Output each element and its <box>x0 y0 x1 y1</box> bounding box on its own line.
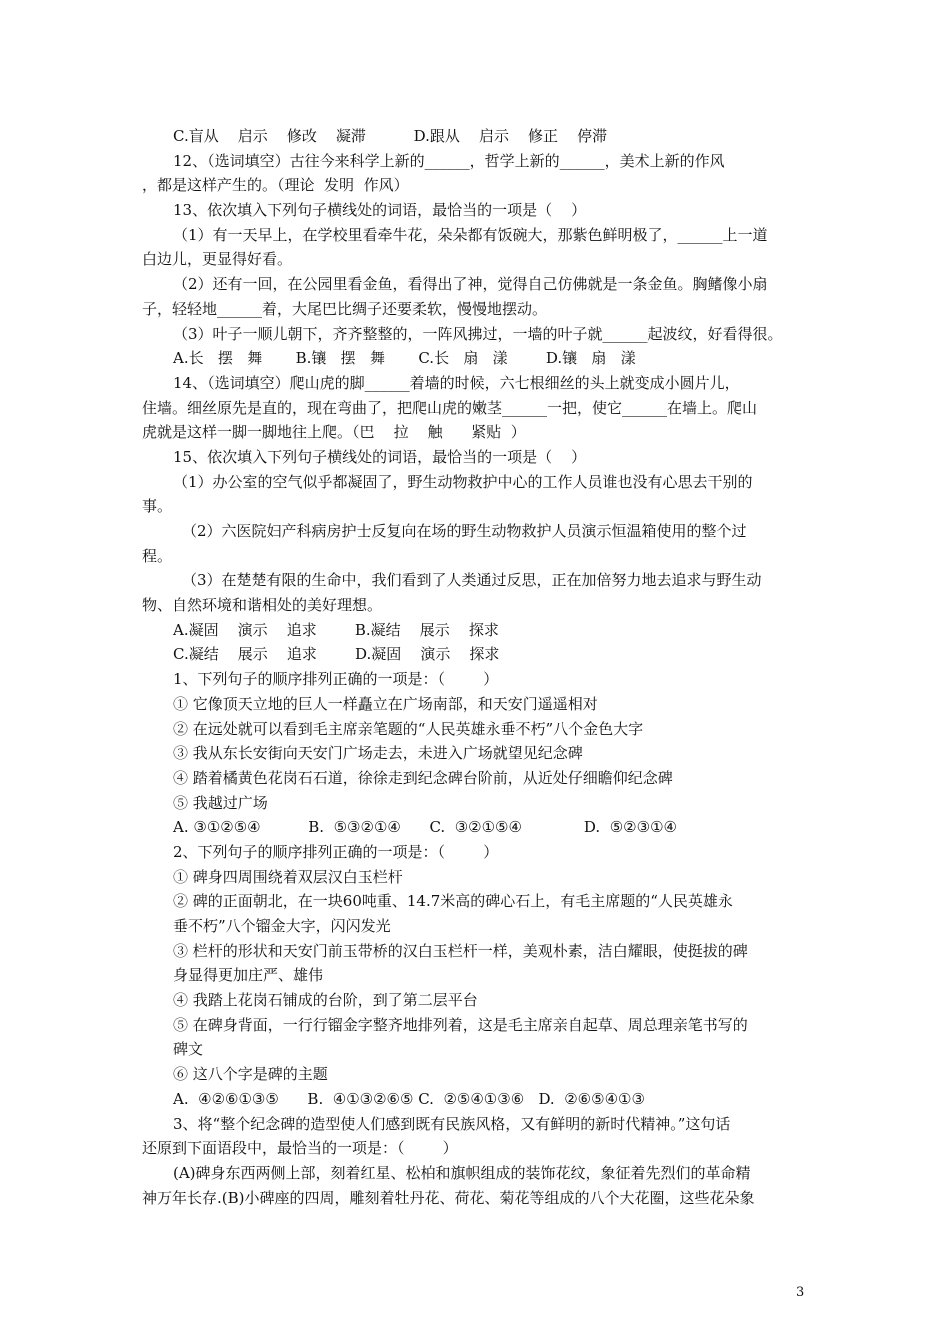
text-line: 神万年长存.(B)小碑座的四周，雕刻着牡丹花、荷花、菊花等组成的八个大花圈，这些花朵象 <box>142 1188 755 1207</box>
text-line: 12、（选词填空）古往今来科学上新的______，哲学上新的______，美术上新的作风 <box>173 151 725 170</box>
text-line: 身显得更加庄严、雄伟 <box>173 966 324 985</box>
text-line: （3）叶子一顺儿朝下，齐齐整整的，一阵风拂过，一墙的叶子就______起波纹，好看得很。 <box>173 324 783 343</box>
text-line: 13、依次填入下列句子横线处的词语，最恰当的一项是（ ） <box>173 201 587 220</box>
page-number: 3 <box>796 1285 805 1300</box>
text-line: （2）还有一回，在公园里看金鱼，看得出了神，觉得自己仿佛就是一条金鱼。胸鳍像小扇 <box>173 275 768 294</box>
text-line: 物、自然环境和谐相处的美好理想。 <box>142 596 383 615</box>
text-line: 虎就是这样一脚一脚地往上爬。（巴 拉 触 紧贴 ） <box>142 423 526 442</box>
text-line: 垂不朽”八个镏金大字，闪闪发光 <box>173 917 391 935</box>
text-line: ② 在远处就可以看到毛主席亲笔题的“人民英雄永垂不朽”八个金色大字 <box>173 719 644 738</box>
text-line: ⑤ 在碑身背面，一行行镏金字整齐地排列着，这是毛主席亲自起草、周总理亲笔书写的 <box>173 1015 748 1034</box>
text-line: 2、下列句子的顺序排列正确的一项是：（ ） <box>173 842 499 861</box>
text-line: ③ 我从东长安街向天安门广场走去，未进入广场就望见纪念碑 <box>173 744 583 763</box>
text-line: ④ 我踏上花岗石铺成的台阶，到了第二层平台 <box>173 991 478 1010</box>
text-line: ，都是这样产生的。（理论 发明 作风） <box>142 176 409 195</box>
text-line: 1、下列句子的顺序排列正确的一项是：（ ） <box>173 670 499 689</box>
text-line: A.长 摆 舞 B.镶 摆 舞 C.长 扇 漾 D.镶 扇 漾 <box>173 349 636 368</box>
text-line: A.凝固 演示 追求 B.凝结 展示 探求 <box>173 620 499 639</box>
text-line: ③ 栏杆的形状和天安门前玉带桥的汉白玉栏杆一样，美观朴素，洁白耀眼，使挺拔的碑 <box>173 941 748 960</box>
text-line: 程。 <box>142 546 173 565</box>
text-line: 子，轻轻地______着，大尾巴比绸子还要柔软，慢慢地摆动。 <box>142 299 548 318</box>
document-body <box>142 124 810 1210</box>
text-line: C.凝结 展示 追求 D.凝固 演示 探求 <box>173 645 500 664</box>
text-line: ② 碑的正面朝北，在一块60吨重、14.7米高的碑心石上，有毛主席题的“人民英雄永 <box>173 892 733 911</box>
text-line: 15、依次填入下列句子横线处的词语，最恰当的一项是（ ） <box>173 447 587 466</box>
text-line: 14、（选词填空）爬山虎的脚______着墙的时候，六七根细丝的头上就变成小圆片儿， <box>173 373 740 392</box>
text-line: 事。 <box>142 497 173 516</box>
text-line: 住墙。细丝原先是直的，现在弯曲了，把爬山虎的嫩茎______一把，使它______在墙上。爬山 <box>142 398 758 417</box>
text-line: A. ④②⑥①③⑤ B. ④①③②⑥⑤ C. ②⑤④①③⑥ D. ②⑥⑤④①③ <box>173 1089 645 1108</box>
text-line: ① 碑身四周围绕着双层汉白玉栏杆 <box>173 867 403 886</box>
text-line: C.盲从 启示 修改 凝滞 D.跟从 启示 修正 停滞 <box>173 127 608 145</box>
text-line: 白边儿，更显得好看。 <box>142 250 293 269</box>
text-line: ⑥ 这八个字是碑的主题 <box>173 1065 328 1084</box>
text-line: 碑文 <box>173 1040 204 1059</box>
text-line: A. ③①②⑤④ B. ⑤③②①④ C. ③②①⑤④ D. ⑤②③①④ <box>173 818 677 837</box>
text-line: 3、将“整个纪念碑的造型使人们感到既有民族风格，又有鲜明的新时代精神。”这句话 <box>173 1114 731 1133</box>
text-line: （3）在楚楚有限的生命中，我们看到了人类通过反思，正在加倍努力地去追求与野生动 <box>182 571 762 590</box>
text-line: 还原到下面语段中，最恰当的一项是：（ ） <box>142 1139 458 1158</box>
text-line: ④ 踏着橘黄色花岗石石道，徐徐走到纪念碑台阶前，从近处仔细瞻仰纪念碑 <box>173 768 673 787</box>
text-line: （1）办公室的空气似乎都凝固了，野生动物救护中心的工作人员谁也没有心思去干别的 <box>173 472 753 491</box>
text-line: （2）六医院妇产科病房护士反复向在场的野生动物救护人员演示恒温箱使用的整个过 <box>182 522 747 540</box>
text-line: （1）有一天早上，在学校里看牵牛花，朵朵都有饭碗大，那紫色鲜明极了，______上一道 <box>173 225 768 244</box>
text-line: ⑤ 我越过广场 <box>173 793 268 812</box>
text-line: ① 它像顶天立地的巨人一样矗立在广场南部，和天安门遥遥相对 <box>173 694 598 713</box>
text-line: (A)碑身东西两侧上部，刻着红星、松柏和旗帜组成的装饰花纹，象征着先烈们的革命精 <box>173 1163 751 1182</box>
